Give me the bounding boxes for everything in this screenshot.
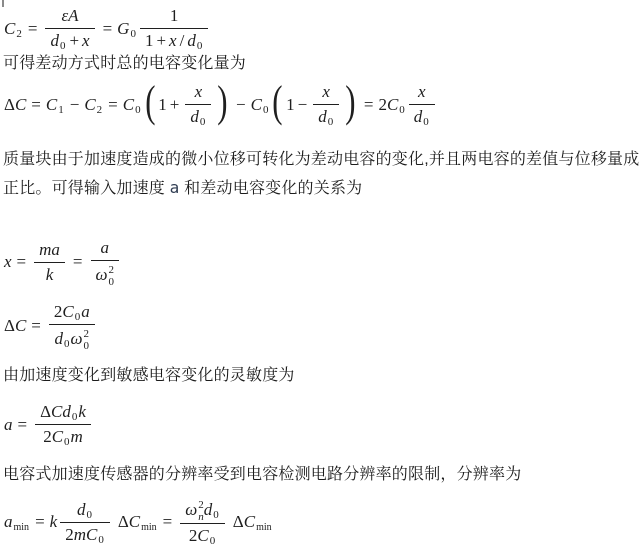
math-op: − <box>236 94 246 114</box>
math-num: 2 <box>43 427 52 446</box>
math-var: a <box>4 512 13 532</box>
math-op: = <box>363 94 374 114</box>
math-var: k <box>45 264 54 284</box>
fraction <box>45 6 94 51</box>
math-var: x <box>82 31 90 50</box>
fraction-denominator <box>185 105 211 127</box>
math-var: d <box>62 402 71 421</box>
fraction-denominator <box>91 261 120 286</box>
math-sub: min <box>13 521 30 533</box>
math-op: = <box>27 18 38 38</box>
math-op: = <box>31 316 41 336</box>
math-var: x <box>418 82 426 101</box>
math-var: C <box>128 512 141 532</box>
math-sub: 0 <box>423 116 429 128</box>
math-sub: 0 <box>64 337 70 350</box>
math-var: C <box>197 526 209 546</box>
fraction-numerator <box>409 82 435 105</box>
fraction-numerator <box>313 82 339 105</box>
math-sub: min <box>256 521 272 533</box>
equation-delta-c-accel <box>4 302 98 350</box>
math-sup: 2 <box>198 499 204 511</box>
math-num: 2 <box>378 94 387 114</box>
math-sub: 0 <box>130 27 136 40</box>
fraction <box>140 6 208 51</box>
fraction-numerator <box>140 6 208 29</box>
paragraph-accel <box>3 146 640 203</box>
math-var: C <box>84 94 96 114</box>
text-total-change: 可得差动方式时总的电容变化量为 <box>3 55 247 72</box>
text-resolution: 电容式加速度传感器的分辨率受到电容检测电路分辨率的限制，分辨率为 <box>3 466 522 483</box>
sub-sup-stack <box>198 500 204 523</box>
math-sub: 0 <box>213 508 219 521</box>
math-var: G <box>117 18 130 38</box>
math-var: x <box>169 31 177 50</box>
math-op: / <box>179 31 185 50</box>
fraction-denominator <box>180 524 225 546</box>
math-var: x <box>4 252 12 272</box>
math-sub: 0 <box>327 116 334 128</box>
equation-delta-c <box>4 76 438 128</box>
math-sub: 0 <box>199 116 206 128</box>
fraction <box>60 500 110 545</box>
math-var: C <box>14 94 27 114</box>
math-op: + <box>69 31 80 50</box>
math-sub: 2 <box>16 27 22 40</box>
math-var: k <box>49 512 58 532</box>
fraction-numerator <box>34 240 65 263</box>
math-sub: 0 <box>86 508 93 521</box>
inline-var-a: a <box>169 178 180 197</box>
math-delta: Δ <box>117 512 129 532</box>
math-num: 1 <box>169 6 179 25</box>
fraction <box>180 498 225 546</box>
math-var: a <box>81 302 90 321</box>
math-var: d <box>50 31 59 50</box>
math-op: = <box>17 414 28 434</box>
math-num: 2 <box>53 302 63 321</box>
math-sub: n <box>198 510 204 523</box>
fraction-denominator <box>35 425 91 447</box>
equation-displacement <box>4 238 122 286</box>
math-var: d <box>187 31 196 50</box>
fraction-denominator <box>140 29 208 51</box>
math-var: a <box>100 238 110 257</box>
math-var: x <box>322 82 330 101</box>
fraction-denominator <box>409 105 435 127</box>
math-var: ω <box>185 499 198 519</box>
math-var: d <box>54 328 64 348</box>
math-sub: 0 <box>399 103 405 116</box>
math-delta: Δ <box>4 316 15 336</box>
math-num: 1 <box>158 94 167 114</box>
math-var: d <box>318 107 327 126</box>
math-op: − <box>69 94 80 114</box>
fraction-numerator <box>35 402 91 425</box>
math-var: C <box>51 427 64 446</box>
math-num: 1 <box>144 31 154 50</box>
math-op: = <box>108 94 118 114</box>
math-op: + <box>156 31 167 50</box>
math-num: 1 <box>286 94 295 114</box>
math-sub: 0 <box>64 436 70 448</box>
fraction-denominator <box>45 29 94 51</box>
sub-sup-stack <box>109 265 115 288</box>
fraction <box>313 82 339 127</box>
math-op: = <box>162 512 173 532</box>
math-delta: Δ <box>4 94 15 114</box>
math-var: k <box>78 402 86 421</box>
math-var: C <box>386 94 399 114</box>
math-var: a <box>4 414 13 434</box>
math-sup: 2 <box>108 264 115 276</box>
math-sub: 0 <box>262 103 269 116</box>
math-sup: 2 <box>83 328 90 340</box>
equation-c2 <box>4 6 211 51</box>
math-var: C <box>51 402 63 421</box>
math-var: m <box>70 427 83 446</box>
paragraph-text: 质量块由于加速度造成的微小位移可转化为差动电容的变化,并且两电容的差值与位移量成正比。可得输入加速度 <box>3 151 640 197</box>
math-var: C <box>243 512 256 532</box>
math-var: C <box>250 94 262 114</box>
fraction-numerator <box>45 6 94 29</box>
math-sub: 0 <box>209 535 216 548</box>
math-op: = <box>72 252 83 272</box>
equation-sensitivity <box>4 402 94 447</box>
math-sub: 0 <box>98 533 104 546</box>
math-sub: min <box>141 521 157 533</box>
math-op: = <box>16 252 27 272</box>
math-op: = <box>31 94 41 114</box>
math-delta: Δ <box>40 402 52 421</box>
math-sub: 0 <box>135 103 141 116</box>
math-var: d <box>413 107 423 126</box>
math-num: 2 <box>65 524 74 544</box>
math-sub: 2 <box>96 103 103 116</box>
math-sub: 0 <box>83 339 90 352</box>
equation-resolution <box>4 498 273 546</box>
left-paren: ( <box>144 76 156 126</box>
math-sub: 0 <box>59 40 66 52</box>
math-sub: 0 <box>108 275 115 288</box>
fraction <box>91 238 120 286</box>
math-var: εA <box>61 6 79 25</box>
math-var: m <box>73 524 86 544</box>
math-sub: 0 <box>74 311 81 323</box>
fraction <box>409 82 435 127</box>
fraction <box>49 302 95 350</box>
fraction-numerator <box>185 82 211 105</box>
math-var: ω <box>95 264 108 284</box>
math-delta: Δ <box>232 512 244 532</box>
math-var: ω <box>70 328 83 348</box>
left-paren: ( <box>272 76 283 126</box>
fraction-numerator <box>91 238 120 261</box>
right-paren: ) <box>217 76 228 126</box>
fraction-numerator <box>60 500 110 523</box>
fraction <box>35 402 91 447</box>
math-var: d <box>77 499 86 519</box>
math-op: + <box>169 94 180 114</box>
math-var: x <box>194 82 203 101</box>
fraction <box>34 240 65 285</box>
fraction-denominator <box>49 325 95 350</box>
math-var: C <box>4 18 16 38</box>
fraction-denominator <box>34 263 65 285</box>
math-var: C <box>85 524 98 544</box>
math-sub: 0 <box>71 411 78 423</box>
fraction-numerator <box>180 498 225 524</box>
math-op: = <box>35 512 45 532</box>
text-sensitivity: 由加速度变化到敏感电容变化的灵敏度为 <box>3 367 295 384</box>
math-var: C <box>62 302 74 321</box>
math-var: C <box>45 94 58 114</box>
math-op: = <box>102 18 113 38</box>
math-sub: 1 <box>58 103 64 116</box>
math-var: d <box>190 107 199 126</box>
math-sub: 0 <box>196 40 203 52</box>
fraction-denominator <box>60 523 110 545</box>
math-var: d <box>203 499 213 519</box>
fraction-denominator <box>313 105 339 127</box>
sub-sup-stack <box>84 329 90 352</box>
right-paren: ) <box>345 76 356 126</box>
fraction <box>185 82 211 127</box>
math-op: − <box>297 94 308 114</box>
math-var: C <box>14 316 27 336</box>
paragraph-text: 和差动电容变化的关系为 <box>179 180 363 197</box>
math-var: ma <box>39 239 60 259</box>
fraction-numerator <box>49 302 95 325</box>
math-var: C <box>122 94 135 114</box>
math-num: 2 <box>188 526 198 546</box>
